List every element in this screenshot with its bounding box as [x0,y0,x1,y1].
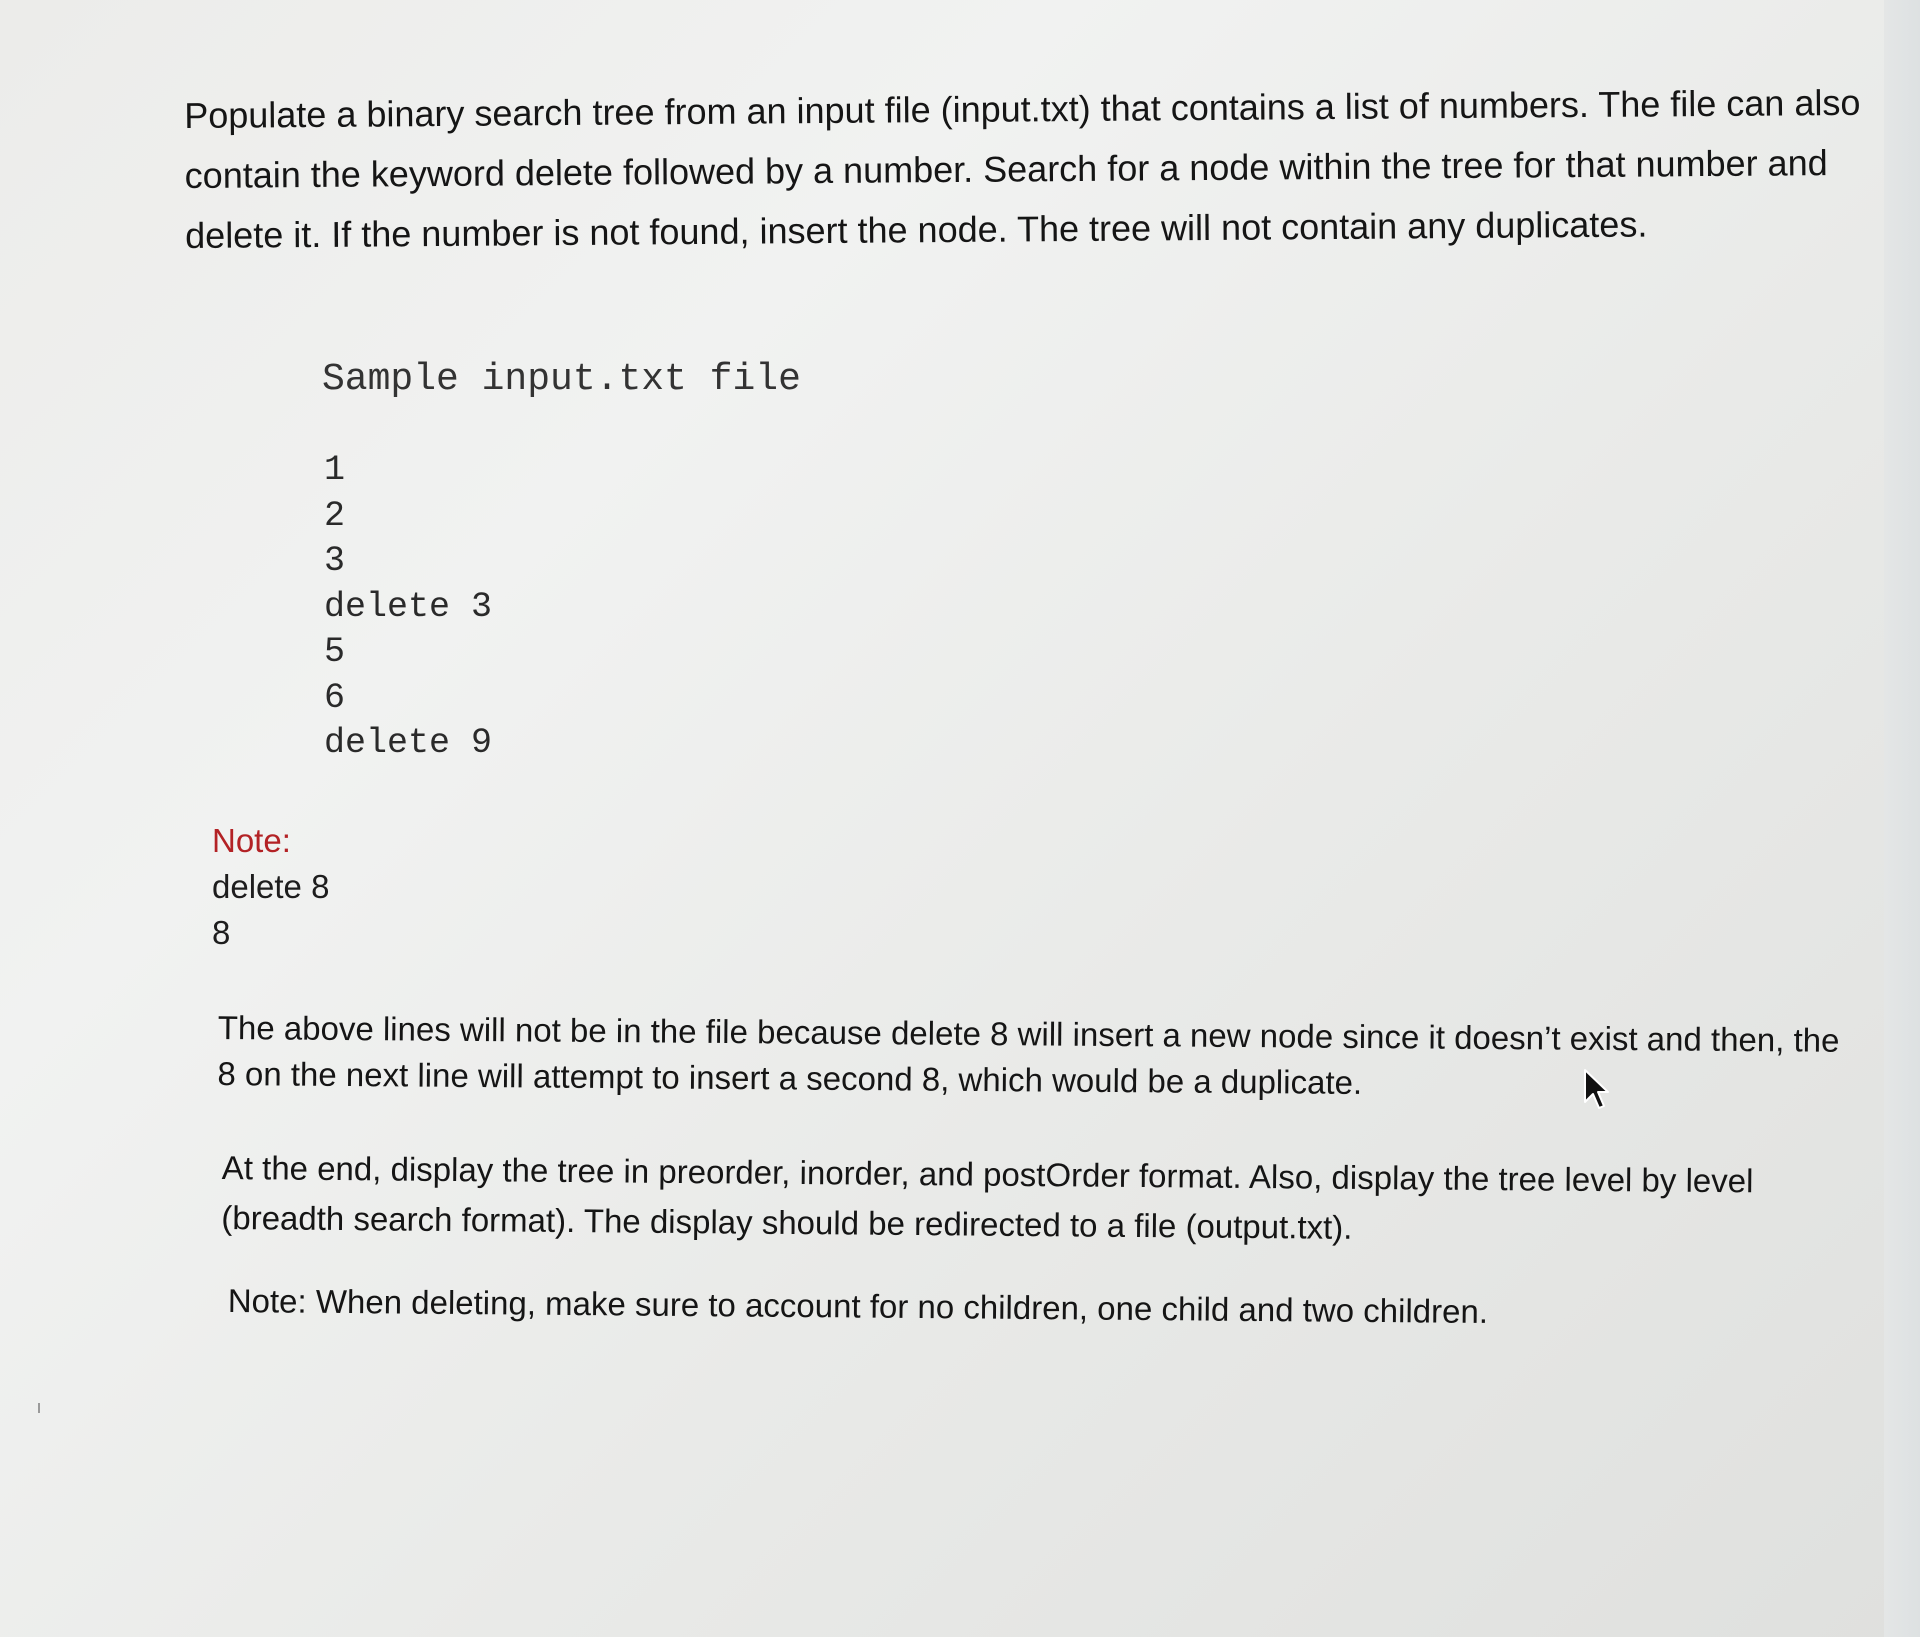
note-line: delete 8 [212,868,330,905]
sample-line: 2 [324,495,346,536]
page-mark [38,1403,40,1413]
sample-line: 1 [324,450,346,490]
sample-line: delete 3 [324,586,493,627]
delete-note-paragraph: Note: When deleting, make sure to account for no children, one child and two children. [227,1281,1489,1330]
sample-file-lines [324,448,492,767]
note-block [212,818,329,956]
note-label: Note: [212,822,291,859]
intro-paragraph: Populate a binary search tree from an input file (input.txt) that contains a list of numbers. The file can also contain the keyword delete followed by a number. Search for a node within the tree for that number and delete it. If the number is not found, insert the node. The tree will not contain any duplicates. [184,81,1861,256]
sample-line: delete 9 [324,723,493,763]
sample-line: 5 [324,632,346,672]
sample-line: 6 [324,677,346,718]
note-line: 8 [212,914,231,951]
explanation-paragraph: The above lines will not be in the file because delete 8 will insert a new node since it doesn’t exist and then, the 8 on the next line will attempt to insert a second 8, which would be a duplicate. [217,1008,1840,1101]
sample-line: 3 [324,541,346,581]
page-edge [1884,0,1920,1637]
sample-file-title: Sample input.txt file [322,358,801,401]
display-paragraph: At the end, display the tree in preorder, inorder, and postOrder format. Also, display the tree level by level (breadth search format). The display should be redirected to a file (output.txt). [221,1148,1754,1246]
mouse-pointer-icon [1583,1068,1609,1110]
